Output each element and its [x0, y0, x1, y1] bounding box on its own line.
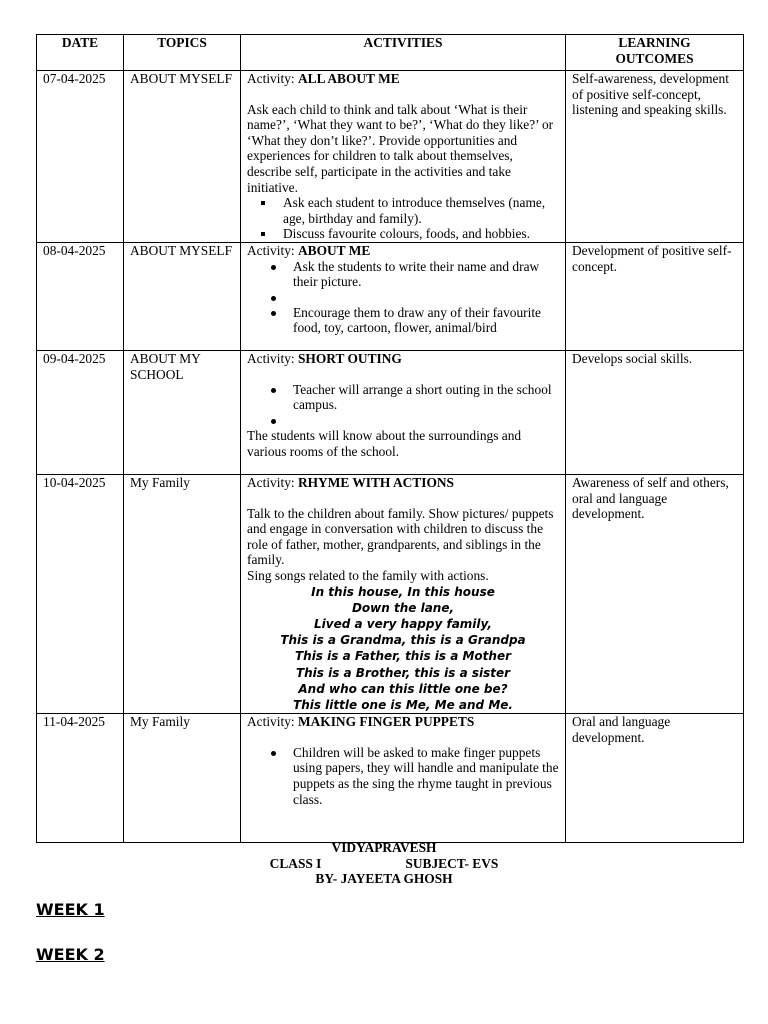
header-activities: ACTIVITIES — [241, 35, 566, 71]
activity-bullets — [247, 195, 559, 242]
topic-cell: ABOUT MY SCHOOL — [124, 350, 241, 474]
header-date: DATE — [37, 35, 124, 71]
list-item — [293, 413, 559, 429]
activity-title: SHORT OUTING — [297, 350, 402, 366]
rhyme-line: This is a Grandma, this is a Grandpa — [280, 633, 526, 648]
activity-paragraph: Ask each child to think and talk about ‘What is their name?’, ‘What they want to be?’, ‘What do they like?’ or ‘What they don’t like?’. Provide opportunities and experiences for children to talk about themselves, describe self, participate in the activities and take initiative. — [247, 101, 554, 195]
header-outcomes — [566, 35, 744, 71]
list-item: Ask each student to introduce themselves (name, age, birthday and family). — [283, 195, 559, 226]
rhyme-text — [247, 584, 559, 714]
activity-prefix: Activity: — [247, 350, 298, 366]
activity-bullets — [247, 259, 559, 336]
activity-heading — [247, 243, 559, 259]
outcome-cell: Oral and language development. — [566, 714, 744, 843]
rhyme-line: Down the lane, — [351, 600, 455, 615]
activity-heading — [247, 475, 559, 491]
activity-heading — [247, 71, 559, 87]
table-row — [37, 71, 744, 243]
date-cell: 09-04-2025 — [37, 350, 124, 474]
table-row — [37, 474, 744, 713]
table-row — [37, 242, 744, 350]
footer-subject: SUBJECT- EVS — [405, 856, 499, 871]
activity-bullets — [247, 745, 559, 807]
rhyme-line: And who can this little one be? — [298, 681, 508, 696]
rhyme-line: This is a Father, this is a Mother — [294, 649, 512, 664]
table-row — [37, 350, 744, 474]
activity-cell — [241, 350, 566, 474]
activity-cell — [241, 71, 566, 243]
activity-bullets — [247, 382, 559, 429]
outcome-cell: Self-awareness, development of positive self-concept, listening and speaking skills. — [566, 71, 744, 243]
outcome-cell: Development of positive self-concept. — [566, 242, 744, 350]
header-outcomes-label: LEARNING OUTCOMES — [615, 35, 694, 66]
topic-cell: My Family — [124, 714, 241, 843]
footer-class-subject — [0, 856, 768, 872]
list-item: Discuss favourite colours, foods, and hobbies. — [283, 226, 559, 242]
week-2-heading: WEEK 2 — [36, 945, 105, 964]
header-topics: TOPICS — [124, 35, 241, 71]
footer-author: BY- JAYEETA GHOSH — [315, 871, 453, 886]
activity-prefix: Activity: — [247, 71, 298, 86]
topic-cell: My Family — [124, 474, 241, 713]
activity-title: MAKING FINGER PUPPETS — [297, 714, 475, 730]
outcome-cell: Develops social skills. — [566, 350, 744, 474]
activity-prefix: Activity: — [247, 714, 298, 730]
activity-cell — [241, 242, 566, 350]
week-1-heading: WEEK 1 — [36, 900, 105, 919]
footer-class: CLASS I — [269, 856, 322, 871]
activity-title: ABOUT ME — [297, 242, 371, 258]
activity-cell — [241, 474, 566, 713]
activity-prefix: Activity: — [247, 242, 298, 258]
topic-cell: ABOUT MYSELF — [124, 71, 241, 243]
date-cell: 11-04-2025 — [37, 714, 124, 843]
activity-paragraph: Talk to the children about family. Show pictures/ puppets and engage in conversation with children to discuss the role of father, mother, grandparents, and siblings in the family. — [247, 505, 554, 568]
topic-cell: ABOUT MYSELF — [124, 242, 241, 350]
date-cell: 08-04-2025 — [37, 242, 124, 350]
table-row — [37, 714, 744, 843]
list-item: Ask the students to write their name and draw their picture. — [293, 259, 559, 290]
activity-title: RHYME WITH ACTIONS — [297, 474, 454, 490]
activity-prefix: Activity: — [247, 474, 298, 490]
rhyme-line: This little one is Me, Me and Me. — [293, 697, 513, 712]
lesson-plan-table — [36, 34, 744, 843]
activity-paragraph: The students will know about the surroundings and various rooms of the school. — [247, 428, 522, 459]
rhyme-line: Lived a very happy family, — [314, 616, 492, 631]
date-cell: 10-04-2025 — [37, 474, 124, 713]
activity-title: ALL ABOUT ME — [297, 71, 400, 86]
list-item: Children will be asked to make finger puppets using papers, they will handle and manipulate the puppets as the sing the rhyme taught in previous class. — [293, 744, 559, 807]
footer-school: VIDYAPRAVESH — [331, 840, 437, 855]
list-item: Teacher will arrange a short outing in the school campus. — [293, 382, 559, 413]
list-item: Encourage them to draw any of their favourite food, toy, cartoon, flower, animal/bird — [293, 305, 559, 336]
activity-cell — [241, 714, 566, 843]
activity-heading — [247, 714, 559, 730]
outcome-cell: Awareness of self and others, oral and language development. — [566, 474, 744, 713]
date-cell: 07-04-2025 — [37, 71, 124, 243]
activity-paragraph: Sing songs related to the family with actions. — [247, 567, 489, 583]
rhyme-line: In this house, In this house — [311, 584, 495, 599]
activity-heading — [247, 351, 559, 367]
header-row — [37, 35, 744, 71]
rhyme-line: This is a Brother, this is a sister — [295, 665, 511, 680]
